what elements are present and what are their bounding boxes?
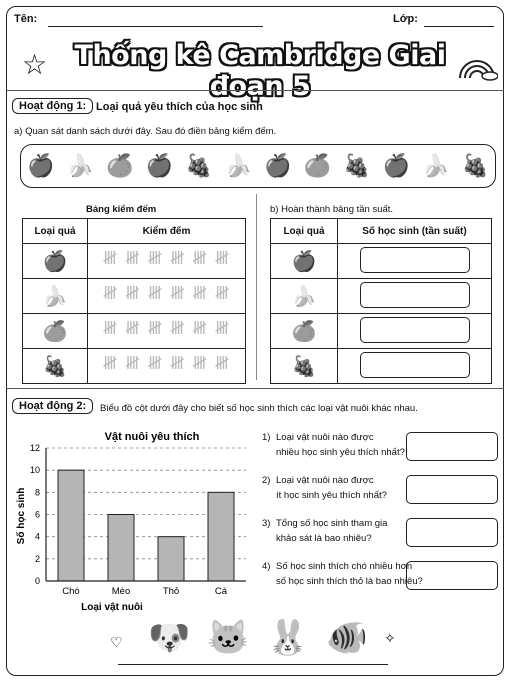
tally-marks-cell[interactable]: 𝍸 𝍸 𝍸 𝍸 𝍸 𝍸 bbox=[88, 244, 246, 279]
fruit-item: 🍎 bbox=[382, 153, 410, 178]
freq-row bbox=[271, 349, 492, 384]
fruit-item: 🍇 bbox=[461, 153, 489, 178]
name-label: Tên: bbox=[14, 13, 38, 25]
freq-count-cell bbox=[338, 244, 492, 279]
frequency-table bbox=[270, 218, 492, 384]
tally-fruit-icon: 🍇 bbox=[23, 349, 88, 384]
footer-animal-icon: 🐠 bbox=[325, 619, 368, 657]
name-field[interactable] bbox=[48, 26, 263, 27]
class-field[interactable] bbox=[424, 26, 494, 27]
rainbow-icon bbox=[456, 48, 498, 82]
frequency-answer-box[interactable] bbox=[360, 247, 470, 273]
question-answer-box[interactable] bbox=[406, 561, 498, 590]
tally-fruit-icon: 🍌 bbox=[23, 279, 88, 314]
x-tick-label: Thỏ bbox=[162, 586, 180, 597]
x-tick-label: Cá bbox=[214, 586, 228, 597]
freq-fruit-icon: 🍇 bbox=[271, 349, 338, 384]
tally-header-fruit: Loại quả bbox=[23, 219, 88, 244]
question-text: ít học sinh yêu thích nhất? bbox=[276, 490, 387, 501]
freq-count-cell bbox=[338, 279, 492, 314]
fruit-item: 🍌 bbox=[422, 153, 450, 178]
y-tick-label: 4 bbox=[34, 531, 40, 542]
tally-marks-cell[interactable]: 𝍸 𝍸 𝍸 𝍸 𝍸 𝍸 bbox=[88, 279, 246, 314]
bar-1 bbox=[108, 515, 134, 582]
x-tick-label: Mèo bbox=[111, 586, 131, 597]
footer-animal-icon: 🐱 bbox=[207, 619, 250, 657]
y-tick-label: 0 bbox=[34, 576, 40, 586]
tally-fruit-icon: 🍎 bbox=[23, 244, 88, 279]
heart-icon: ♡ bbox=[110, 634, 123, 650]
frequency-answer-box[interactable] bbox=[360, 352, 470, 378]
tally-row bbox=[23, 349, 246, 384]
instruction-a: a) Quan sát danh sách dưới đây. Sau đó điền bảng kiểm đếm. bbox=[14, 126, 277, 137]
question-text: số học sinh thích thỏ là bao nhiêu? bbox=[276, 576, 423, 587]
fruit-item: 🍊 bbox=[106, 153, 134, 178]
bar-3 bbox=[208, 492, 234, 581]
y-tick-label: 2 bbox=[34, 553, 40, 564]
tally-header-count: Kiểm đếm bbox=[88, 219, 246, 244]
footer-ground-line bbox=[118, 664, 388, 665]
star-icon: ☆ bbox=[22, 49, 48, 80]
tally-table-title: Bảng kiểm đếm bbox=[86, 204, 157, 215]
fruit-item: 🍌 bbox=[66, 153, 94, 178]
freq-row bbox=[271, 314, 492, 349]
fruit-item: 🍎 bbox=[27, 153, 55, 178]
footer-animal-icon: 🐰 bbox=[266, 619, 309, 657]
question-text: Số học sinh thích chó nhiều hơn bbox=[276, 561, 413, 572]
tally-marks-cell[interactable]: 𝍸 𝍸 𝍸 𝍸 𝍸 𝍸 bbox=[88, 314, 246, 349]
question-text: Tổng số học sinh tham gia bbox=[276, 518, 388, 529]
freq-fruit-icon: 🍊 bbox=[271, 314, 338, 349]
freq-count-cell bbox=[338, 349, 492, 384]
chart-x-ticks bbox=[62, 586, 228, 597]
y-tick-label: 12 bbox=[29, 443, 40, 453]
question-answer-box[interactable] bbox=[406, 518, 498, 547]
question-number: 4) bbox=[262, 561, 271, 572]
fruit-item: 🍌 bbox=[224, 153, 252, 178]
question-number: 2) bbox=[262, 475, 271, 486]
freq-header-count: Số học sinh (tần suất) bbox=[338, 219, 492, 244]
y-axis-label: Số học sinh bbox=[16, 487, 27, 545]
question-text: Loại vật nuôi nào được bbox=[276, 475, 374, 486]
page-title: Thống kê Cambridge Giai đoạn 5 bbox=[74, 40, 446, 102]
x-axis-label: Loại vật nuôi bbox=[81, 602, 143, 613]
footer-animal-icon: 🐶 bbox=[148, 619, 191, 657]
freq-row bbox=[271, 279, 492, 314]
y-tick-label: 8 bbox=[34, 487, 40, 498]
fruit-item: 🍇 bbox=[343, 153, 371, 178]
tally-row bbox=[23, 244, 246, 279]
question-text: khảo sát là bao nhiêu? bbox=[276, 533, 372, 544]
chart-bars bbox=[58, 470, 234, 581]
x-tick-label: Chó bbox=[62, 586, 80, 597]
star-small-icon: ✧ bbox=[384, 630, 396, 646]
bar-0 bbox=[58, 470, 84, 581]
tally-marks-cell[interactable]: 𝍸 𝍸 𝍸 𝍸 𝍸 𝍸 bbox=[88, 349, 246, 384]
pet-bar-chart bbox=[12, 426, 252, 616]
freq-count-cell bbox=[338, 314, 492, 349]
question-answer-box[interactable] bbox=[406, 432, 498, 461]
question-answer-box[interactable] bbox=[406, 475, 498, 504]
fruit-list bbox=[20, 144, 496, 188]
fruit-item: 🍎 bbox=[145, 153, 173, 178]
fruit-item: 🍊 bbox=[303, 153, 331, 178]
freq-fruit-icon: 🍌 bbox=[271, 279, 338, 314]
footer-animals bbox=[148, 618, 368, 658]
freq-row bbox=[271, 244, 492, 279]
frequency-answer-box[interactable] bbox=[360, 317, 470, 343]
freq-header-fruit: Loại quả bbox=[271, 219, 338, 244]
tally-row bbox=[23, 279, 246, 314]
bar-2 bbox=[158, 537, 184, 581]
tally-table bbox=[22, 218, 246, 384]
y-tick-label: 10 bbox=[29, 465, 40, 476]
y-tick-label: 6 bbox=[34, 509, 40, 520]
activity2-badge: Hoạt động 2: bbox=[12, 398, 93, 414]
class-label: Lớp: bbox=[393, 13, 418, 25]
fruit-item: 🍎 bbox=[264, 153, 292, 178]
tally-fruit-icon: 🍊 bbox=[23, 314, 88, 349]
instruction-b: b) Hoàn thành bảng tần suất. bbox=[270, 204, 394, 215]
activity2-heading: Biểu đồ cột dưới đây cho biết số học sinh thích các loại vật nuôi khác nhau. bbox=[100, 403, 418, 414]
question-text: Loại vật nuôi nào được bbox=[276, 432, 374, 443]
chart-y-ticks bbox=[30, 443, 40, 586]
freq-fruit-icon: 🍎 bbox=[271, 244, 338, 279]
fruit-sequence bbox=[21, 145, 495, 187]
frequency-answer-box[interactable] bbox=[360, 282, 470, 308]
fruit-item: 🍇 bbox=[185, 153, 213, 178]
section-divider bbox=[256, 194, 257, 380]
chart-title: Vật nuôi yêu thích bbox=[104, 431, 200, 443]
question-number: 3) bbox=[262, 518, 271, 529]
activity1-badge: Hoạt động 1: bbox=[12, 98, 93, 114]
activity1-heading: Loại quả yêu thích của học sinh bbox=[96, 101, 263, 113]
question-text: nhiều học sinh yêu thích nhất? bbox=[276, 447, 405, 458]
tally-row bbox=[23, 314, 246, 349]
question-number: 1) bbox=[262, 432, 271, 443]
